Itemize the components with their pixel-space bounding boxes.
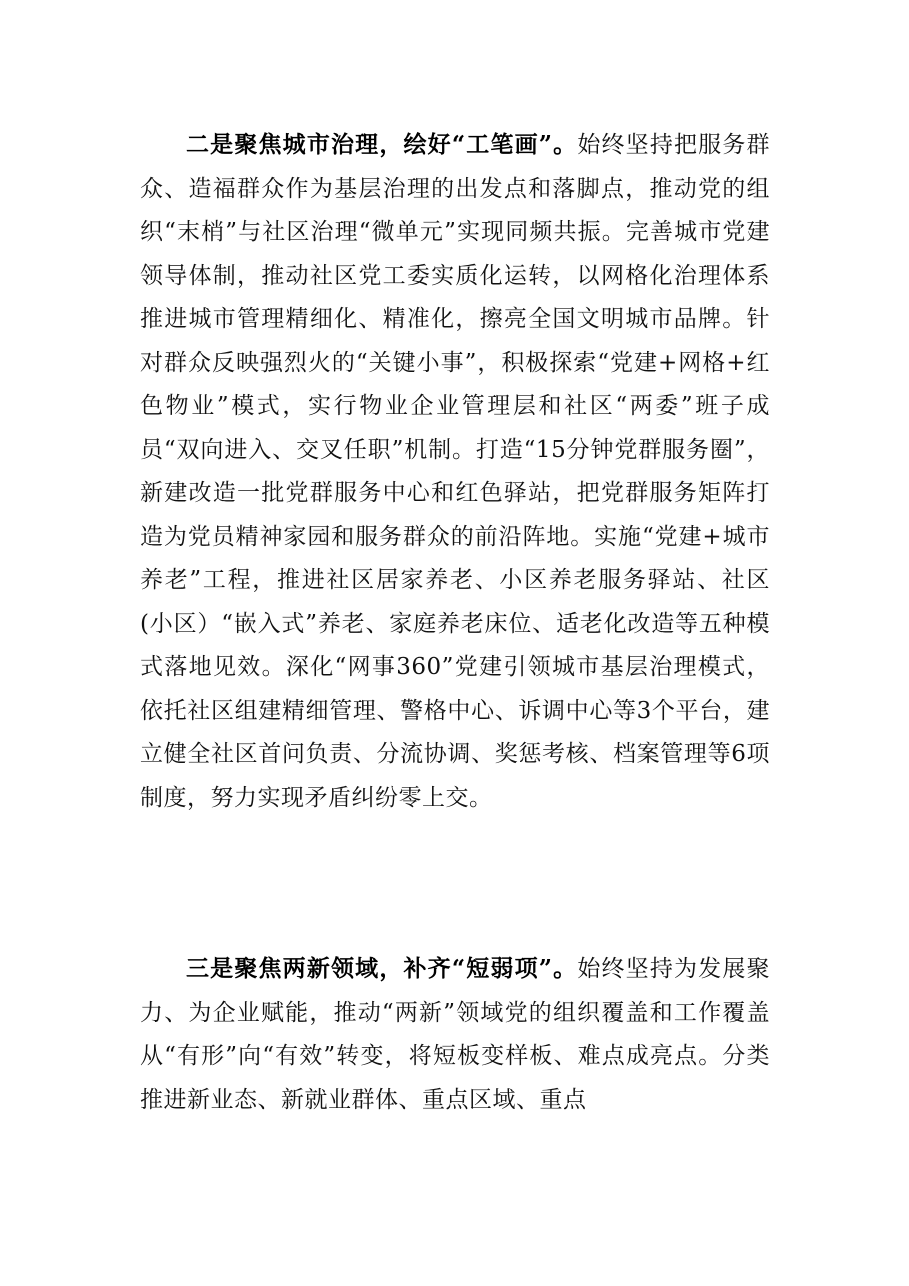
paragraph-lead-heading: 三是聚焦两新领域，补齐“短弱项”。 (186, 955, 578, 982)
paragraph-city-governance (140, 123, 770, 820)
paragraph-body-text: 始终坚持为发展聚力、为企业赋能，推动“两新”领域党的组织覆盖和工作覆盖从“有形”向“有效”转变，将短板变样板、难点成亮点。分类推进新业态、新就业群体、重点区域、重点 (140, 956, 771, 1113)
paragraph-body-text: 始终坚持把服务群众、造福群众作为基层治理的出发点和落脚点，推动党的组织“末梢”与社区治理“微单元”实现同频共振。完善城市党建领导体制，推动社区党工委实质化运转，以网格化治理体系推进城市管理精细化、精准化，擦亮全国文明城市品牌。针对群众反映强烈火的“关键小事”，积极探索“党建+网格+红色物业”模式，实行物业企业管理层和社区“两委”班子成员“双向进入、交叉任职”机制。打造“15分钟党群服务圈”，新建改造一批党群服务中心和红色驿站，把党群服务矩阵打造为党员精神家园和服务群众的前沿阵地。实施“党建+城市养老”工程，推进社区居家养老、小区养老服务驿站、社区(小区）“嵌入式”养老、家庭养老床位、适老化改造等五种模式落地见效。深化“网事360”党建引领城市基层治理模式，依托社区组建精细管理、警格中心、诉调中心等3个平台，建立健全社区首问负责、分流协调、奖惩考核、档案管理等6项制度，努力实现矛盾纠纷零上交。 (140, 132, 771, 811)
paragraph-two-new-fields (140, 947, 770, 1122)
paragraph-lead-heading: 二是聚焦城市治理，绘好“工笔画”。 (186, 131, 578, 158)
